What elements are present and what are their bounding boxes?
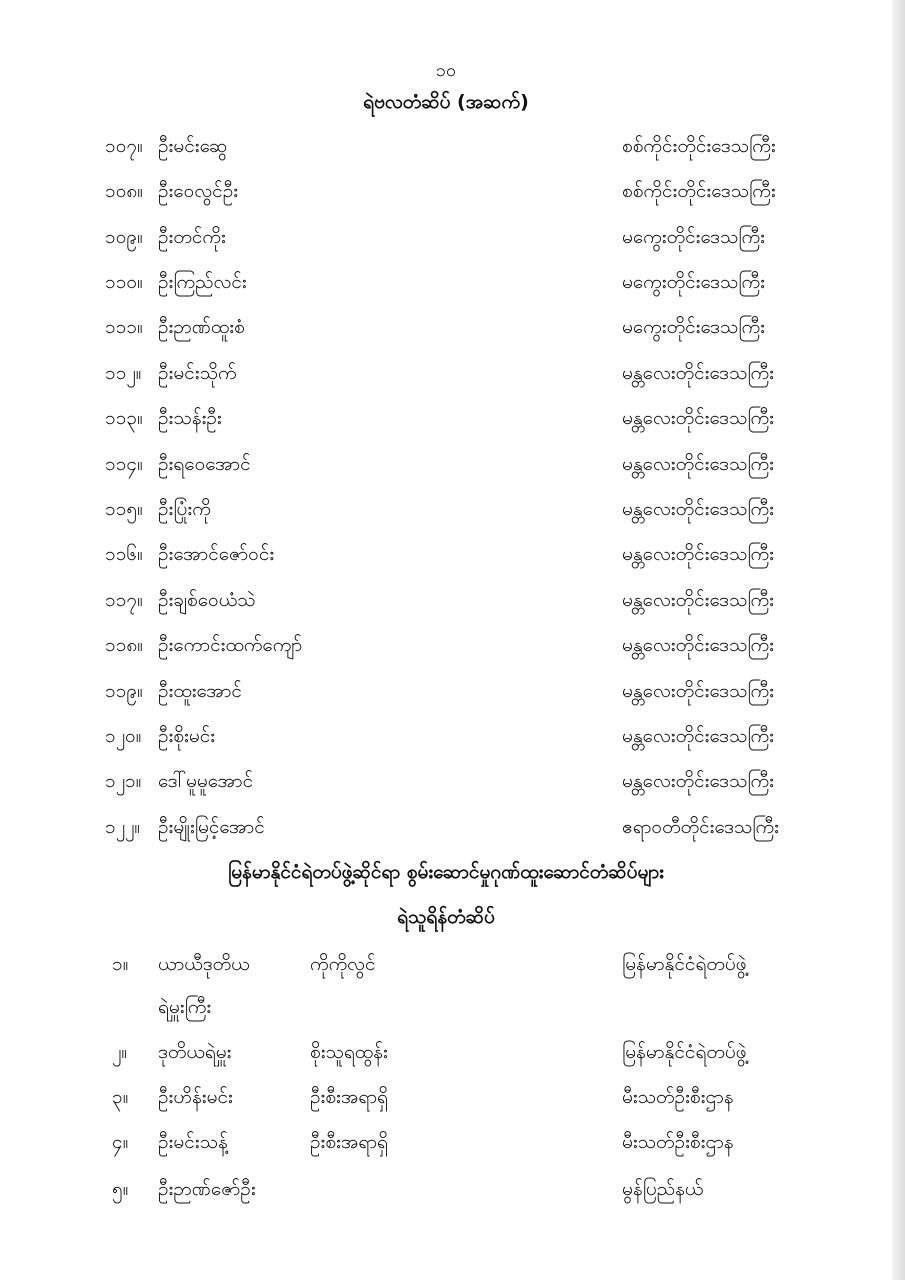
list-item: [0, 270, 892, 300]
item-name: ဦးမင်းဆွေ: [158, 135, 228, 157]
item-name: ဦးရဝေအောင်: [158, 453, 251, 475]
item-name: ဦးဉာဏ်ထူးစံ: [158, 316, 245, 338]
item-number: ၁၀၉။: [105, 226, 143, 248]
item-place: မန္တလေးတိုင်းဒေသကြီး: [622, 589, 774, 611]
item-number: ၁၁၀။: [105, 271, 143, 293]
item-number: ၁၁၃။: [105, 407, 143, 429]
item-place: မကွေးတိုင်းဒေသကြီး: [622, 271, 765, 293]
item-place: မန္တလေးတိုင်းဒေသကြီး: [622, 498, 774, 520]
list-item: [0, 315, 892, 345]
item-number: ၁၀၇။: [105, 135, 143, 157]
item-place: မန္တလေးတိုင်းဒေသကြီး: [622, 634, 774, 656]
item-number: ၄။: [112, 1131, 129, 1153]
item-role: ဦးစီးအရာရှိ: [310, 1131, 388, 1153]
list-item: [0, 633, 892, 663]
item-number: ၅။: [112, 1178, 129, 1200]
list-item: [0, 1177, 892, 1207]
item-number: ၁၁၆။: [105, 543, 143, 565]
item-name: ဦးပြုံးကို: [158, 498, 211, 520]
item-number: ၁၂၁။: [105, 770, 142, 792]
page-edge-shadow: [892, 0, 905, 1280]
item-number: ၁၂၂။: [105, 816, 141, 838]
list-item: [0, 1085, 892, 1115]
item-rank: ယာယီဒုတိယ: [158, 953, 250, 975]
item-organization: မီးသတ်ဦးစီးဌာန: [622, 1131, 734, 1153]
list-item: [0, 497, 892, 527]
list-item: [0, 588, 892, 618]
item-organization: မွန်ပြည်နယ်: [622, 1178, 704, 1200]
item-organization: မြန်မာနိုင်ငံရဲတပ်ဖွဲ့: [622, 953, 747, 975]
item-number: ၁၁၅။: [105, 498, 143, 520]
item-name: ဦးမင်းသိုက်: [158, 362, 237, 384]
item-number: ၂။: [112, 1041, 128, 1063]
item-place: မန္တလေးတိုင်းဒေသကြီး: [622, 680, 774, 702]
item-number: ၃။: [112, 1086, 129, 1108]
item-place: မကွေးတိုင်းဒေသကြီး: [622, 316, 765, 338]
item-name: ဒေါ်မူမူအောင်: [158, 770, 254, 792]
item-place: ဧရာဝတီတိုင်းဒေသကြီး: [622, 816, 779, 838]
list-item: [0, 1040, 892, 1070]
list-item: [0, 225, 892, 255]
item-place: စစ်ကိုင်းတိုင်းဒေသကြီး: [622, 135, 776, 157]
item-place: စစ်ကိုင်းတိုင်းဒေသကြီး: [622, 180, 776, 202]
subsection-heading: ရဲသူရိန်တံဆိပ်: [397, 906, 495, 928]
item-organization: မြန်မာနိုင်ငံရဲတပ်ဖွဲ့: [622, 1041, 747, 1063]
section-heading-continued: ရဲဗလတံဆိပ် (အဆက်): [363, 91, 529, 113]
item-organization: မီးသတ်ဦးစီးဌာန: [622, 1086, 734, 1108]
item-number: ၁။: [112, 953, 129, 975]
item-name: စိုးသူရထွန်း: [310, 1041, 388, 1063]
item-place: မန္တလေးတိုင်းဒေသကြီး: [622, 407, 774, 429]
list-item: [0, 769, 892, 799]
item-number: ၁၁၄။: [105, 453, 143, 475]
item-rank: ဒုတိယရဲမှူး: [158, 1041, 232, 1063]
list-item: [0, 724, 892, 754]
item-name: ဦးမင်းသန့်: [158, 1131, 228, 1153]
section-heading: မြန်မာနိုင်ငံရဲတပ်ဖွဲ့ဆိုင်ရာ စွမ်းဆောင်မှုဂုဏ်ထူးဆောင်တံဆိပ်များ: [228, 861, 664, 883]
item-name: ဦးကောင်းထက်ကျော်: [158, 634, 303, 656]
item-number: ၁၂၀။: [105, 725, 142, 747]
item-name: ဦးအောင်ဇော်ဝင်း: [158, 543, 275, 565]
list-item: [0, 679, 892, 709]
item-number: ၁၁၁။: [105, 316, 143, 338]
item-name: ကိုကိုလွင်: [310, 953, 376, 975]
item-place: မန္တလေးတိုင်းဒေသကြီး: [622, 453, 774, 475]
item-place: မန္တလေးတိုင်းဒေသကြီး: [622, 543, 774, 565]
item-number: ၁၀၈။: [105, 180, 143, 202]
list-item: [0, 542, 892, 572]
item-name: ဦးဟိန်းမင်း: [158, 1086, 233, 1108]
item-name: ဦးကြည်လင်း: [158, 271, 247, 293]
item-number: ၁၁၉။: [105, 680, 143, 702]
item-number: ၁၁၂။: [105, 362, 142, 384]
item-name: ဦးချစ်ဝေယံသဲ: [158, 589, 256, 611]
list-item: [0, 1130, 892, 1160]
item-place: မန္တလေးတိုင်းဒေသကြီး: [622, 725, 774, 747]
page-number: ၁၀: [435, 60, 457, 81]
item-role: ဦးစီးအရာရှိ: [310, 1086, 388, 1108]
item-name: ဦးစိုးမင်း: [158, 725, 216, 747]
list-item: [0, 815, 892, 845]
item-place: မန္တလေးတိုင်းဒေသကြီး: [622, 770, 774, 792]
item-name: ဦးထူးအောင်: [158, 680, 242, 702]
item-place: မကွေးတိုင်းဒေသကြီး: [622, 226, 765, 248]
list-item: [0, 134, 892, 164]
item-name: ဦးသန်းဦး: [158, 407, 222, 429]
list-item: [0, 179, 892, 209]
item-rank-continuation: ရဲမှူးကြီး: [158, 996, 212, 1018]
list-item: [0, 452, 892, 482]
item-name: ဦးမျိုးမြင့်အောင်: [158, 816, 265, 838]
item-number: ၁၁၈။: [105, 634, 143, 656]
list-item: [0, 361, 892, 391]
list-item: [0, 406, 892, 436]
item-name: ဦးဉာဏ်ဇော်ဦး: [158, 1178, 256, 1200]
item-name: ဦးဝေလွင်ဦး: [158, 180, 239, 202]
item-place: မန္တလေးတိုင်းဒေသကြီး: [622, 362, 774, 384]
item-number: ၁၁၇။: [105, 589, 143, 611]
list-item: [0, 952, 892, 982]
item-name: ဦးတင်ကိုး: [158, 226, 226, 248]
